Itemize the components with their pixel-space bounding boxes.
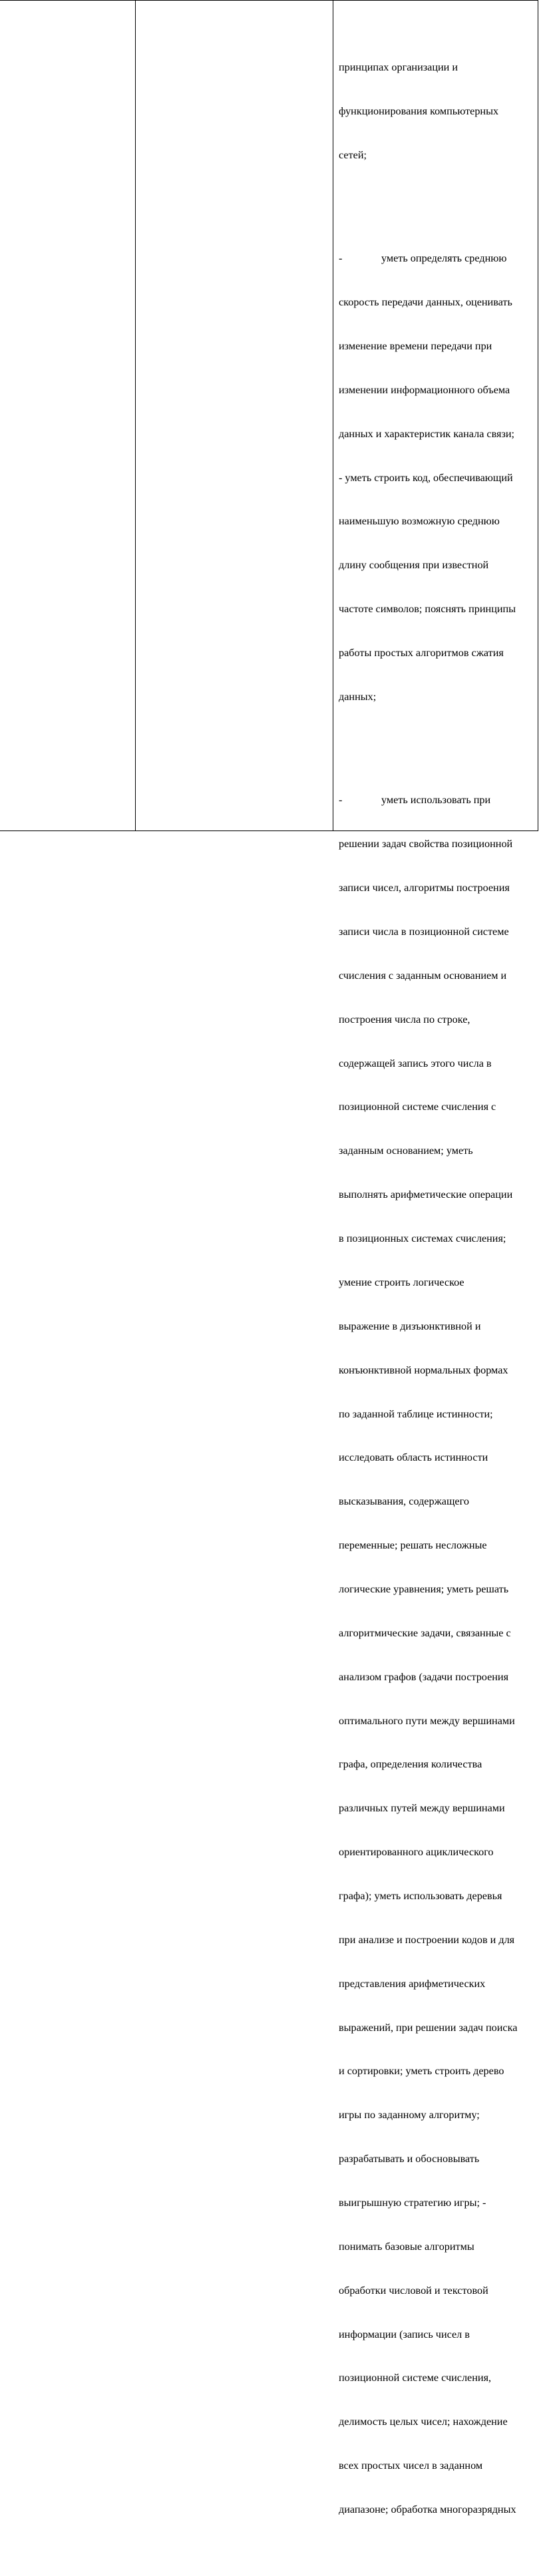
text-line: записи чисел, алгоритмы построения xyxy=(339,882,510,894)
text-line: исследовать область истинности xyxy=(339,1451,488,1464)
dash-marker: - xyxy=(339,794,343,807)
text-line: данных; xyxy=(339,690,377,703)
text-line: работы простых алгоритмов сжатия xyxy=(339,646,504,659)
text-line: логические уравнения; уметь решать xyxy=(339,1582,509,1595)
text-line: выполнять арифметические операции xyxy=(339,1189,513,1201)
text-line: и сортировки; уметь строить дерево xyxy=(339,2065,504,2078)
text-line: различных путей между вершинами xyxy=(339,1802,505,1815)
text-line: по заданной таблице истинности; xyxy=(339,1407,493,1420)
text-line: функционирования компьютерных xyxy=(339,104,499,117)
text-line: изменение времени передачи при xyxy=(339,339,492,352)
text-line: графа); уметь использовать деревья xyxy=(339,1889,502,1902)
text-fragment: уметь использовать при xyxy=(381,794,491,807)
text-line: диапазоне; обработка многоразрядных xyxy=(339,2503,516,2515)
text-line: выигрышную стратегию игры; - xyxy=(339,2196,486,2209)
paragraph-networks xyxy=(339,31,536,192)
text-line: в позиционных системах счисления; xyxy=(339,1232,506,1245)
text-line: выражение в дизъюнктивной и xyxy=(339,1320,481,1332)
text-line: анализом графов (задачи построения xyxy=(339,1670,509,1683)
text-line: представления арифметических xyxy=(339,1977,486,1990)
list-item-first-line xyxy=(339,793,536,808)
text-line: игры по заданному алгоритму; xyxy=(339,2109,480,2121)
text-line: умение строить логическое xyxy=(339,1276,464,1288)
right-column-cell xyxy=(339,2,536,2576)
text-line: частоте символов; пояснять принципы xyxy=(339,603,516,616)
text-line: разрабатывать и обосновывать xyxy=(339,2153,480,2165)
text-fragment: уметь определять среднюю xyxy=(381,252,507,265)
text-line: сетей; xyxy=(339,148,367,161)
text-line: содержащей запись этого числа в xyxy=(339,1057,492,1069)
column-divider-1 xyxy=(135,1,136,830)
text-line: построения числа по строке, xyxy=(339,1013,470,1025)
text-line: обработки числовой и текстовой xyxy=(339,2284,488,2297)
text-line: длину сообщения при известной xyxy=(339,559,489,572)
text-line: высказывания, содержащего xyxy=(339,1495,469,1508)
text-line: выражений, при решении задач поиска xyxy=(339,2021,518,2034)
text-line: записи числа в позиционной системе xyxy=(339,926,509,938)
list-item-first-line xyxy=(339,252,536,266)
text-line: при анализе и построении кодов и для xyxy=(339,1933,515,1946)
paragraph-data-transfer xyxy=(339,222,536,733)
text-line: позиционной системе счисления с xyxy=(339,1101,496,1113)
text-line: данных и характеристик канала связи; xyxy=(339,427,515,440)
text-line: решении задач свойства позиционной xyxy=(339,838,513,850)
text-line: - уметь строить код, обеспечивающий xyxy=(339,471,513,484)
text-line: принципах организации и xyxy=(339,61,458,73)
text-line: информации (запись чисел в xyxy=(339,2328,470,2340)
text-line: графа, определения количества xyxy=(339,1758,482,1771)
text-line: переменные; решать несложные xyxy=(339,1539,487,1552)
text-line: счисления с заданным основанием и xyxy=(339,969,507,982)
text-line: конъюнктивной нормальных формах xyxy=(339,1364,508,1376)
text-line: понимать базовые алгоритмы xyxy=(339,2240,474,2253)
text-line: делимость целых чисел; нахождение xyxy=(339,2416,508,2428)
text-line: оптимального пути между вершинами xyxy=(339,1714,515,1727)
text-line: наименьшую возможную среднюю xyxy=(339,515,500,528)
text-line: изменении информационного объема xyxy=(339,383,510,396)
text-line: всех простых чисел в заданном xyxy=(339,2460,483,2472)
text-line: алгоритмические задачи, связанные с xyxy=(339,1626,511,1639)
paragraph-number-systems xyxy=(339,765,536,2547)
text-line: скорость передачи данных, оценивать xyxy=(339,296,512,309)
text-line: ориентированного ациклического xyxy=(339,1846,494,1859)
dash-marker: - xyxy=(339,252,343,265)
text-line: позиционной системе счисления, xyxy=(339,2372,492,2384)
text-line: заданным основанием; уметь xyxy=(339,1145,473,1157)
